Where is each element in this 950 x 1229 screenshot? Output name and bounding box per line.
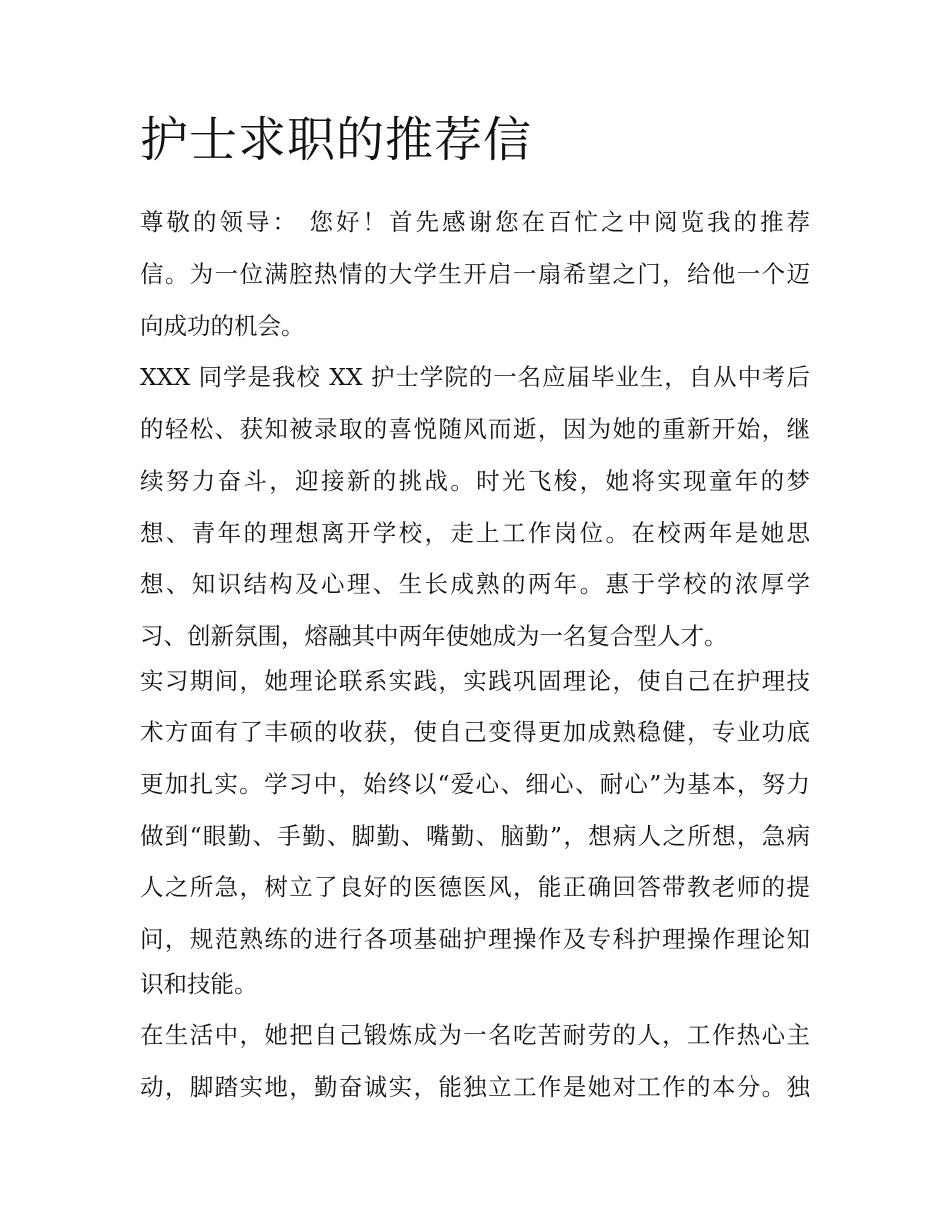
paragraph-line: 识和技能。 xyxy=(140,970,258,998)
paragraph-line: 问，规范熟练的进行各项基础护理操作及专科护理操作理论知 xyxy=(140,925,810,953)
paragraph-line: 做到“眼勤、手勤、脚勤、嘴勤、脑勤”，想病人之所想，急病 xyxy=(140,822,810,850)
paragraph-line: 想、知识结构及心理、生长成熟的两年。惠于学校的浓厚学 xyxy=(140,570,810,598)
page-title: 护士求职的推荐信 xyxy=(140,112,533,168)
paragraph-line: 想、青年的理想离开学校，走上工作岗位。在校两年是她思 xyxy=(140,519,810,547)
paragraph-line: 术方面有了丰硕的收获，使自己变得更加成熟稳健，专业功底 xyxy=(140,718,810,746)
paragraph-line: 续努力奋斗，迎接新的挑战。时光飞梭，她将实现童年的梦 xyxy=(140,467,810,495)
paragraph-line: XXX 同学是我校 XX 护士学院的一名应届毕业生，自从中考后 xyxy=(140,363,810,391)
paragraph-line: 更加扎实。学习中，始终以“爱心、细心、耐心”为基本，努力 xyxy=(140,770,810,798)
paragraph-line: 人之所急，树立了良好的医德医风，能正确回答带教老师的提 xyxy=(140,873,810,901)
paragraph-line: 尊敬的领导： 您好！首先感谢您在百忙之中阅览我的推荐 xyxy=(140,208,810,236)
paragraph-line: 在生活中，她把自己锻炼成为一名吃苦耐劳的人，工作热心主 xyxy=(140,1021,810,1049)
paragraph-line: 习、创新氛围，熔融其中两年使她成为一名复合型人才。 xyxy=(140,622,728,650)
paragraph-line: 向成功的机会。 xyxy=(140,312,305,340)
paragraph-line: 信。为一位满腔热情的大学生开启一扇希望之门，给他一个迈 xyxy=(140,260,810,288)
paragraph-line: 的轻松、获知被录取的喜悦随风而逝，因为她的重新开始，继 xyxy=(140,415,810,443)
paragraph-line: 动，脚踏实地，勤奋诚实，能独立工作是她对工作的本分。独 xyxy=(140,1073,810,1101)
paragraph-line: 实习期间，她理论联系实践，实践巩固理论，使自己在护理技 xyxy=(140,667,810,695)
